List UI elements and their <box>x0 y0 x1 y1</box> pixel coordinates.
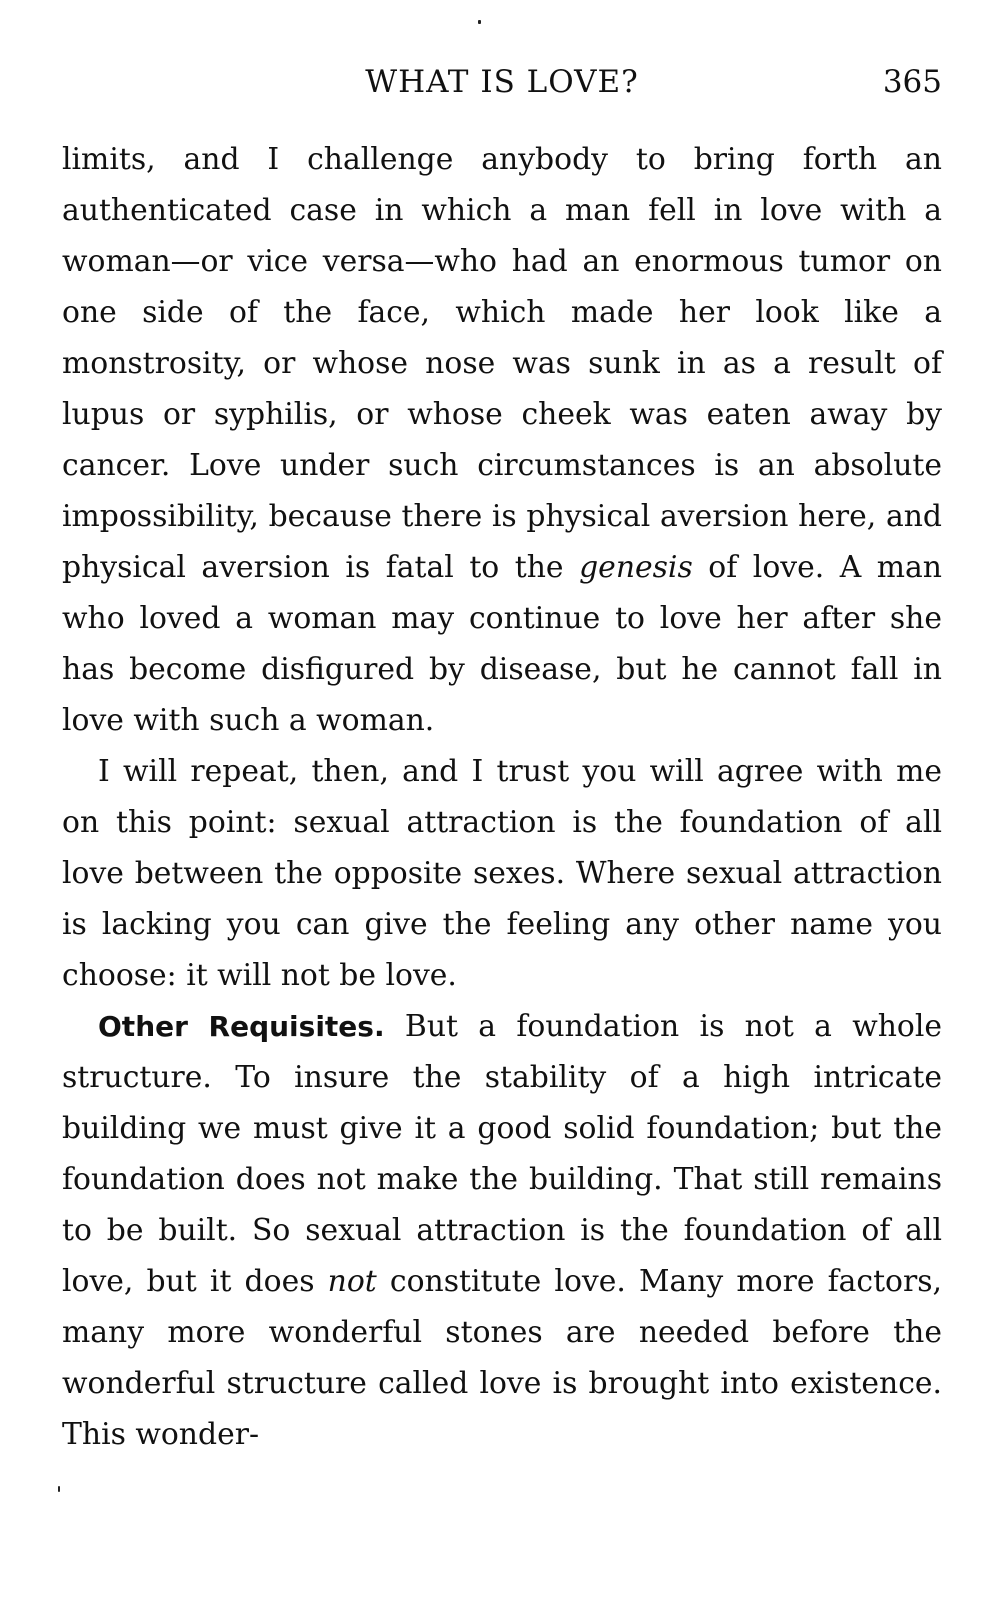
running-title: WHAT IS LOVE? <box>365 64 639 100</box>
italic-word: not <box>327 1264 377 1299</box>
page-number: 365 <box>882 64 942 100</box>
running-head <box>62 60 942 104</box>
body-text <box>62 134 942 1460</box>
paragraph-text: of love. A man who loved a woman may continue to love her after she has become disfigured by disease, but he cannot fall in love with such a woman. <box>62 550 942 738</box>
italic-word: genesis <box>579 550 693 585</box>
paragraph-text: But a foundation is not a whole structure. To insure the stability of a high intricate building we must give it a good solid foundation; but the foundation does not make the building. That still remains to be built. So sexual attraction is the foundation of all love, but it does <box>62 1009 943 1299</box>
print-speck <box>478 20 481 24</box>
paragraph-other-requisites <box>62 1001 942 1460</box>
paragraph-text: limits, and I challenge anybody to bring forth an authenticated case in which a man fell in love with a woman—or vice versa—who had an enormous tumor on one side of the face, which made her look like a monstrosity, or whose nose was sunk in as a result of lupus or syphilis, or whose cheek was eaten away by cancer. Love under such circumstances is an absolute impossibility, because there is physical aversion here, and physical aversion is fatal to the <box>62 142 942 585</box>
paragraph-continued <box>62 134 942 746</box>
paragraph-text: constitute love. Many more factors, many more wonderful stones are needed before the wonderful structure called love is brought into existence. This wonder- <box>62 1264 942 1452</box>
run-in-heading: Other Requisites. <box>98 1010 385 1043</box>
print-speck <box>58 1486 60 1492</box>
paragraph: I will repeat, then, and I trust you will agree with me on this point: sexual attraction is the foundation of all love between the opposite sexes. Where sexual attraction is lacking you can give the feeling any other name you choose: it will not be love. <box>62 754 942 993</box>
